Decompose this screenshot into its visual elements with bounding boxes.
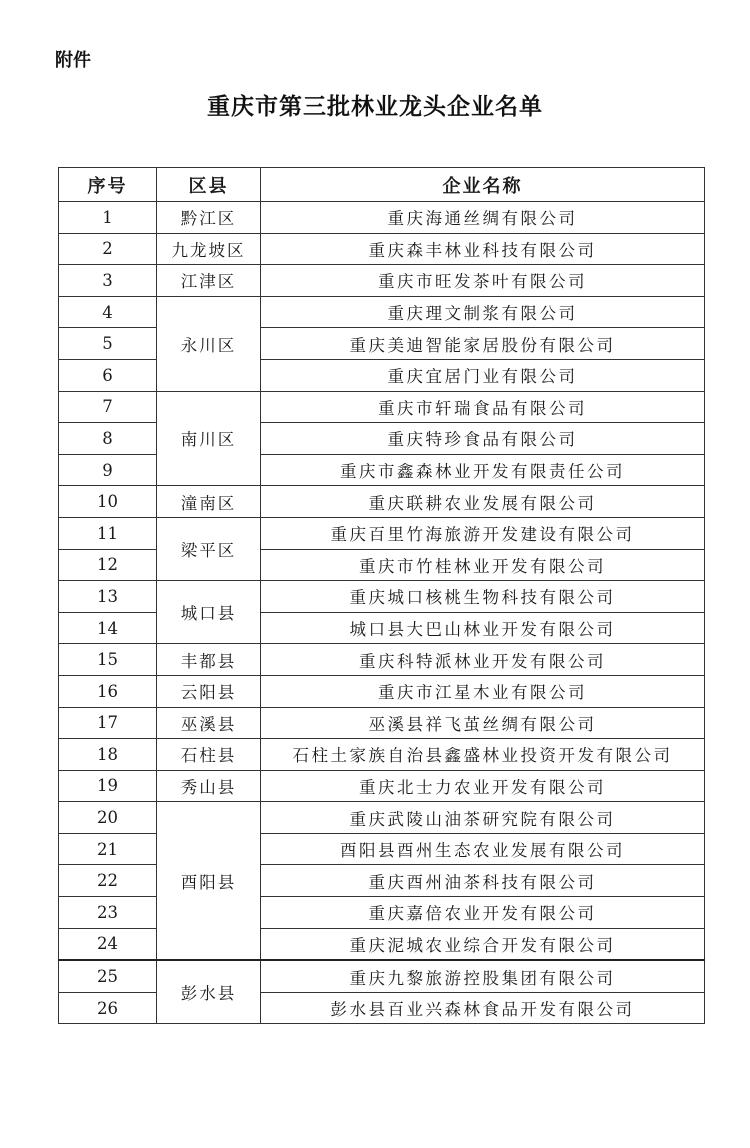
table-row [59,707,705,739]
row-number: 19 [59,770,157,802]
row-number: 4 [59,296,157,328]
row-number: 5 [59,328,157,360]
table-row [59,581,705,613]
row-number: 20 [59,802,157,834]
row-company-name: 重庆市旺发茶叶有限公司 [261,265,705,297]
table-row [59,296,705,328]
table-row [59,391,705,423]
attachment-label: 附件 [55,50,91,71]
row-number: 17 [59,707,157,739]
row-district: 酉阳县 [157,802,261,960]
table-row [59,486,705,518]
table-row [59,739,705,771]
row-company-name: 重庆酉州油茶科技有限公司 [261,865,705,897]
table-row [59,328,705,360]
row-number: 9 [59,454,157,486]
row-number: 13 [59,581,157,613]
company-list-table [58,167,705,1024]
row-company-name: 彭水县百业兴森林食品开发有限公司 [261,992,705,1024]
table-header-row [59,168,705,202]
row-company-name: 重庆市鑫森林业开发有限责任公司 [261,454,705,486]
table-row [59,423,705,455]
row-number: 12 [59,549,157,581]
header-no: 序号 [59,168,157,202]
row-number: 8 [59,423,157,455]
row-district: 江津区 [157,265,261,297]
header-district: 区县 [157,168,261,202]
table-row [59,992,705,1024]
row-company-name: 重庆海通丝绸有限公司 [261,202,705,234]
row-company-name: 巫溪县祥飞茧丝绸有限公司 [261,707,705,739]
table-row [59,549,705,581]
row-number: 15 [59,644,157,676]
row-district: 云阳县 [157,675,261,707]
row-district: 秀山县 [157,770,261,802]
row-company-name: 重庆九黎旅游控股集团有限公司 [261,960,705,992]
row-company-name: 重庆城口核桃生物科技有限公司 [261,581,705,613]
row-company-name: 重庆百里竹海旅游开发建设有限公司 [261,517,705,549]
row-district: 永川区 [157,296,261,391]
row-company-name: 重庆森丰林业科技有限公司 [261,233,705,265]
row-company-name: 重庆理文制浆有限公司 [261,296,705,328]
row-company-name: 重庆市竹桂林业开发有限公司 [261,549,705,581]
row-district: 城口县 [157,581,261,644]
row-number: 23 [59,897,157,929]
table-row [59,359,705,391]
row-number: 16 [59,675,157,707]
row-district: 丰都县 [157,644,261,676]
row-number: 1 [59,202,157,234]
row-company-name: 城口县大巴山林业开发有限公司 [261,612,705,644]
row-district: 彭水县 [157,960,261,1024]
row-company-name: 重庆科特派林业开发有限公司 [261,644,705,676]
table-row [59,644,705,676]
table-row [59,265,705,297]
table-row [59,928,705,960]
row-company-name: 重庆嘉倍农业开发有限公司 [261,897,705,929]
table-row [59,675,705,707]
table-row [59,454,705,486]
row-company-name: 重庆市轩瑞食品有限公司 [261,391,705,423]
row-district: 潼南区 [157,486,261,518]
row-company-name: 重庆北士力农业开发有限公司 [261,770,705,802]
row-number: 22 [59,865,157,897]
row-number: 7 [59,391,157,423]
table-row [59,770,705,802]
row-number: 25 [59,960,157,992]
row-company-name: 重庆市江星木业有限公司 [261,675,705,707]
table-row [59,865,705,897]
table-row [59,517,705,549]
row-company-name: 石柱土家族自治县鑫盛林业投资开发有限公司 [261,739,705,771]
row-company-name: 重庆联耕农业发展有限公司 [261,486,705,518]
header-company: 企业名称 [261,168,705,202]
row-district: 九龙坡区 [157,233,261,265]
table-row [59,612,705,644]
row-district: 巫溪县 [157,707,261,739]
row-number: 3 [59,265,157,297]
table-row [59,897,705,929]
row-number: 11 [59,517,157,549]
table-row [59,233,705,265]
table-row [59,960,705,992]
row-number: 14 [59,612,157,644]
row-number: 6 [59,359,157,391]
row-number: 26 [59,992,157,1024]
table-row [59,202,705,234]
row-company-name: 重庆宜居门业有限公司 [261,359,705,391]
row-company-name: 酉阳县酉州生态农业发展有限公司 [261,833,705,865]
document-title: 重庆市第三批林业龙头企业名单 [207,94,543,120]
row-number: 18 [59,739,157,771]
table-row [59,802,705,834]
row-company-name: 重庆美迪智能家居股份有限公司 [261,328,705,360]
table-body [59,202,705,1024]
row-district: 黔江区 [157,202,261,234]
row-district: 梁平区 [157,517,261,580]
row-company-name: 重庆武陵山油茶研究院有限公司 [261,802,705,834]
row-company-name: 重庆特珍食品有限公司 [261,423,705,455]
row-number: 10 [59,486,157,518]
row-number: 21 [59,833,157,865]
row-number: 2 [59,233,157,265]
row-company-name: 重庆泥城农业综合开发有限公司 [261,928,705,960]
table-row [59,833,705,865]
row-number: 24 [59,928,157,960]
row-district: 石柱县 [157,739,261,771]
row-district: 南川区 [157,391,261,486]
